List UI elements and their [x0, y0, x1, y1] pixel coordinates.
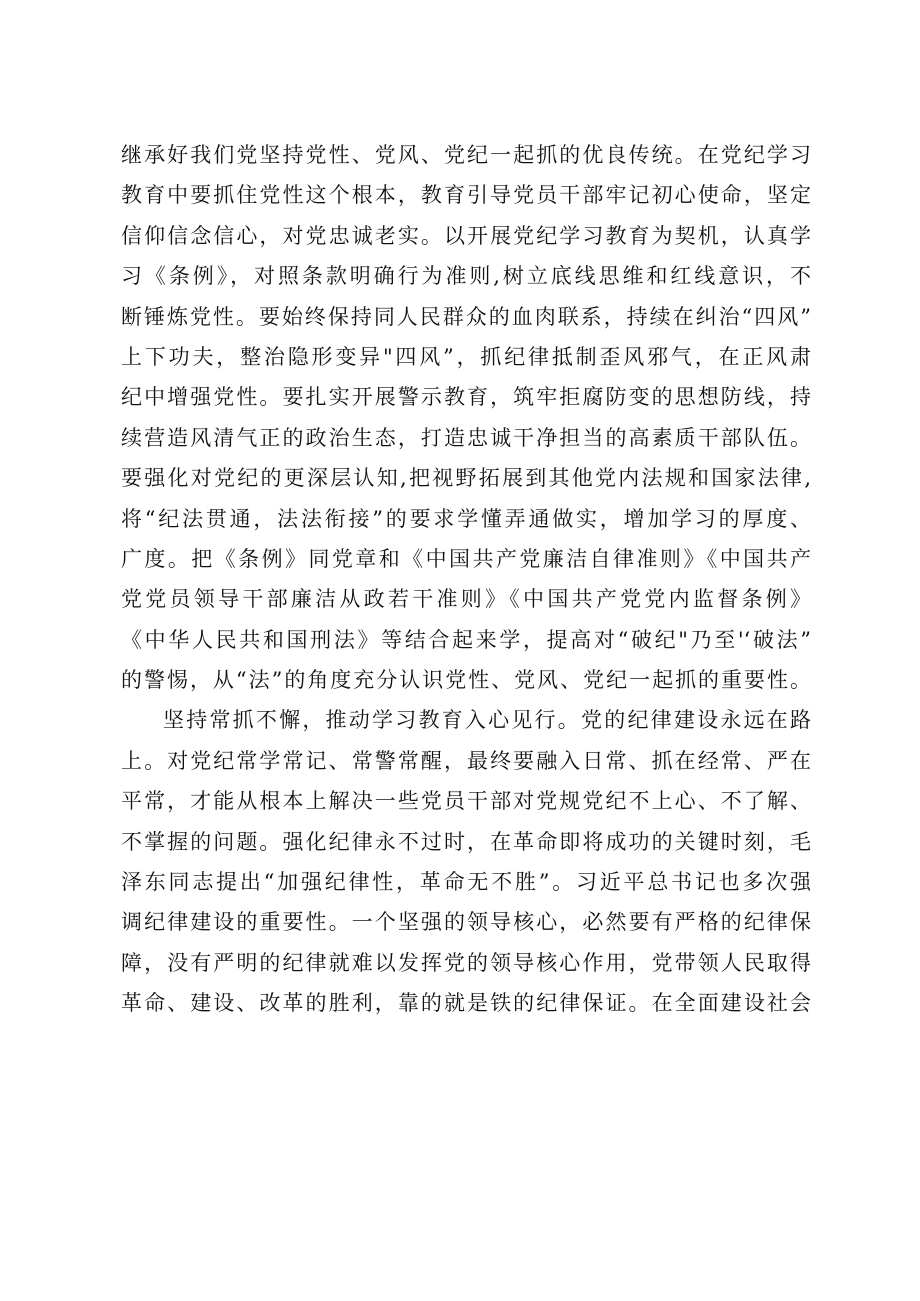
- text-line: 要强化对党纪的更深层认知,把视野拓展到其他党内法规和国家法律,: [121, 466, 811, 491]
- text-line: 广度。把《条例》同党章和《中国共产党廉洁自律准则》《中国共产: [121, 546, 811, 571]
- text-line: 续营造风清气正的政治生态，打造忠诚干净担当的高素质干部队伍。: [121, 425, 811, 450]
- text-line: 不掌握的问题。强化纪律永不过时，在革命即将成功的关键时刻，毛: [121, 829, 811, 854]
- text-line: 革命、建设、改革的胜利，靠的就是铁的纪律保证。在全面建设社会: [121, 991, 811, 1016]
- text-line: 纪中增强党性。要扎实开展警示教育，筑牢拒腐防变的思想防线，持: [121, 385, 811, 410]
- text-line: 断锤炼党性。要始终保持同人民群众的血肉联系，持续在纠治“四风”: [121, 304, 811, 329]
- text-line: 上下功夫，整治隐形变异"四风”，抓纪律抵制歪风邪气，在正风肃: [121, 344, 811, 369]
- text-line: 继承好我们党坚持党性、党风、党纪一起抓的优良传统。在党纪学习: [121, 143, 811, 167]
- text-line: 习《条例》，对照条款明确行为准则,树立底线思维和红线意识，不: [121, 264, 811, 289]
- text-line: 调纪律建设的重要性。一个坚强的领导核心，必然要有严格的纪律保: [121, 910, 811, 935]
- text-line: 障，没有严明的纪律就难以发挥党的领导核心作用，党带领人民取得: [121, 950, 811, 975]
- text-line: 信仰信念信心，对党忠诚老实。以开展党纪学习教育为契机，认真学: [121, 223, 811, 248]
- text-line: 将“纪法贯通，法法衔接”的要求学懂弄通做实，增加学习的厚度、: [121, 506, 811, 531]
- text-line: 《中华人民共和国刑法》等结合起来学，提高对“破纪"乃至'‘破法”: [121, 627, 811, 652]
- text-line: 坚持常抓不懈，推动学习教育入心见行。党的纪律建设永远在路: [163, 708, 811, 733]
- text-line: 的警惕，从“法”的角度充分认识党性、党风、党纪一起抓的重要性。: [121, 668, 811, 693]
- text-line: 平常，才能从根本上解决一些党员干部对党规党纪不上心、不了解、: [121, 789, 811, 814]
- paragraph-2: [121, 700, 811, 1023]
- text-line: 上。对党纪常学常记、常警常醒，最终要融入日常、抓在经常、严在: [121, 748, 811, 773]
- text-line: 党党员领导干部廉洁从政若干准则》《中国共产党党内监督条例》: [121, 587, 811, 612]
- text-line: 泽东同志提出“加强纪律性，革命无不胜”。习近平总书记也多次强: [121, 870, 811, 895]
- paragraph-1: [121, 135, 811, 700]
- document-body: [121, 135, 811, 1024]
- text-line: 教育中要抓住党性这个根本，教育引导党员干部牢记初心使命，坚定: [121, 183, 811, 208]
